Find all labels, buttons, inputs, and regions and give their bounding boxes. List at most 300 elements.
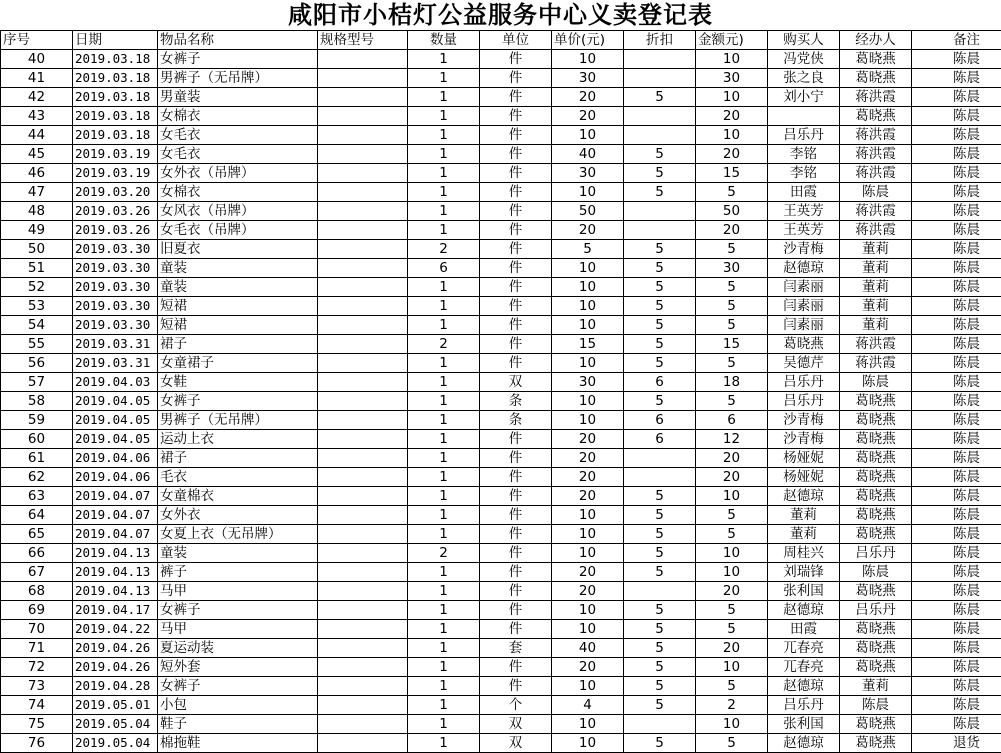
cell-date[interactable]: 2019.03.18 (73, 126, 158, 145)
cell-date[interactable]: 2019.03.18 (73, 69, 158, 88)
cell-handler[interactable]: 董莉 (840, 240, 912, 259)
cell-date[interactable]: 2019.04.17 (73, 601, 158, 620)
cell-date[interactable]: 2019.03.18 (73, 88, 158, 107)
cell-spec[interactable] (318, 468, 408, 487)
cell-item-name[interactable]: 女裤子 (158, 601, 318, 620)
cell-amount[interactable]: 18 (696, 373, 768, 392)
cell-quantity[interactable]: 1 (408, 297, 480, 316)
cell-handler[interactable]: 陈晨 (840, 183, 912, 202)
cell-amount[interactable]: 10 (696, 658, 768, 677)
cell-remarks[interactable]: 陈晨 (912, 601, 1001, 620)
cell-index[interactable]: 45 (1, 145, 73, 164)
cell-quantity[interactable]: 1 (408, 639, 480, 658)
cell-handler[interactable]: 蒋洪霞 (840, 221, 912, 240)
cell-amount[interactable]: 15 (696, 335, 768, 354)
cell-unit-price[interactable]: 10 (552, 297, 624, 316)
cell-discount[interactable]: 5 (624, 506, 696, 525)
cell-handler[interactable]: 陈晨 (840, 373, 912, 392)
cell-buyer[interactable]: 闫素丽 (768, 278, 840, 297)
cell-buyer[interactable]: 刘小宁 (768, 88, 840, 107)
cell-item-name[interactable]: 童装 (158, 278, 318, 297)
cell-date[interactable]: 2019.04.05 (73, 430, 158, 449)
cell-discount[interactable]: 5 (624, 88, 696, 107)
header-discount[interactable]: 折扣 (624, 31, 696, 50)
cell-index[interactable]: 67 (1, 563, 73, 582)
cell-unit[interactable]: 个 (480, 696, 552, 715)
header-date[interactable]: 日期 (73, 31, 158, 50)
cell-spec[interactable] (318, 487, 408, 506)
cell-unit-price[interactable]: 10 (552, 278, 624, 297)
cell-unit[interactable]: 件 (480, 88, 552, 107)
cell-quantity[interactable]: 1 (408, 221, 480, 240)
cell-item-name[interactable]: 马甲 (158, 582, 318, 601)
cell-item-name[interactable]: 鞋子 (158, 715, 318, 734)
cell-unit[interactable]: 件 (480, 240, 552, 259)
cell-spec[interactable] (318, 240, 408, 259)
cell-quantity[interactable]: 1 (408, 734, 480, 753)
cell-remarks[interactable]: 退货 (912, 734, 1001, 753)
header-index[interactable]: 序号 (1, 31, 73, 50)
cell-spec[interactable] (318, 544, 408, 563)
cell-unit-price[interactable]: 50 (552, 202, 624, 221)
cell-unit[interactable]: 件 (480, 126, 552, 145)
cell-discount[interactable]: 5 (624, 145, 696, 164)
cell-buyer[interactable]: 吕乐丹 (768, 392, 840, 411)
cell-unit-price[interactable]: 10 (552, 126, 624, 145)
cell-amount[interactable]: 20 (696, 468, 768, 487)
cell-buyer[interactable]: 兀春亮 (768, 658, 840, 677)
cell-unit-price[interactable]: 10 (552, 715, 624, 734)
cell-discount[interactable]: 5 (624, 601, 696, 620)
cell-unit-price[interactable]: 15 (552, 335, 624, 354)
cell-amount[interactable]: 5 (696, 354, 768, 373)
cell-index[interactable]: 54 (1, 316, 73, 335)
cell-discount[interactable]: 5 (624, 677, 696, 696)
cell-remarks[interactable]: 陈晨 (912, 316, 1001, 335)
cell-buyer[interactable]: 吴德芹 (768, 354, 840, 373)
cell-unit-price[interactable]: 10 (552, 183, 624, 202)
cell-item-name[interactable]: 童装 (158, 544, 318, 563)
cell-spec[interactable] (318, 373, 408, 392)
cell-discount[interactable]: 5 (624, 278, 696, 297)
cell-unit[interactable]: 件 (480, 183, 552, 202)
cell-date[interactable]: 2019.04.05 (73, 392, 158, 411)
header-unit[interactable]: 单位 (480, 31, 552, 50)
cell-handler[interactable]: 陈晨 (840, 563, 912, 582)
cell-index[interactable]: 42 (1, 88, 73, 107)
cell-unit-price[interactable]: 20 (552, 221, 624, 240)
cell-date[interactable]: 2019.03.18 (73, 107, 158, 126)
cell-discount[interactable] (624, 107, 696, 126)
cell-amount[interactable]: 5 (696, 240, 768, 259)
cell-date[interactable]: 2019.04.13 (73, 563, 158, 582)
cell-quantity[interactable]: 1 (408, 202, 480, 221)
cell-discount[interactable]: 5 (624, 525, 696, 544)
cell-handler[interactable]: 葛晓燕 (840, 411, 912, 430)
cell-unit[interactable]: 件 (480, 449, 552, 468)
cell-index[interactable]: 41 (1, 69, 73, 88)
cell-index[interactable]: 58 (1, 392, 73, 411)
cell-remarks[interactable]: 陈晨 (912, 335, 1001, 354)
cell-spec[interactable] (318, 525, 408, 544)
cell-unit[interactable]: 件 (480, 297, 552, 316)
cell-index[interactable]: 70 (1, 620, 73, 639)
cell-handler[interactable]: 董莉 (840, 259, 912, 278)
cell-spec[interactable] (318, 221, 408, 240)
cell-unit-price[interactable]: 10 (552, 259, 624, 278)
cell-amount[interactable]: 5 (696, 297, 768, 316)
cell-date[interactable]: 2019.04.07 (73, 506, 158, 525)
cell-index[interactable]: 69 (1, 601, 73, 620)
cell-unit[interactable]: 件 (480, 620, 552, 639)
cell-item-name[interactable]: 短裙 (158, 297, 318, 316)
cell-unit-price[interactable]: 5 (552, 240, 624, 259)
cell-handler[interactable]: 蒋洪霞 (840, 126, 912, 145)
cell-spec[interactable] (318, 316, 408, 335)
cell-amount[interactable]: 20 (696, 639, 768, 658)
cell-discount[interactable]: 5 (624, 297, 696, 316)
cell-item-name[interactable]: 女外衣 (158, 506, 318, 525)
cell-discount[interactable] (624, 715, 696, 734)
cell-date[interactable]: 2019.04.07 (73, 525, 158, 544)
cell-unit-price[interactable]: 20 (552, 582, 624, 601)
cell-index[interactable]: 46 (1, 164, 73, 183)
cell-remarks[interactable]: 陈晨 (912, 639, 1001, 658)
cell-remarks[interactable]: 陈晨 (912, 50, 1001, 69)
header-handler[interactable]: 经办人 (840, 31, 912, 50)
cell-discount[interactable] (624, 50, 696, 69)
cell-date[interactable]: 2019.03.31 (73, 335, 158, 354)
cell-date[interactable]: 2019.04.06 (73, 468, 158, 487)
cell-quantity[interactable]: 6 (408, 259, 480, 278)
cell-spec[interactable] (318, 278, 408, 297)
cell-item-name[interactable]: 女毛衣 (158, 145, 318, 164)
cell-unit-price[interactable]: 4 (552, 696, 624, 715)
cell-handler[interactable]: 董莉 (840, 297, 912, 316)
cell-handler[interactable]: 葛晓燕 (840, 50, 912, 69)
cell-buyer[interactable]: 闫素丽 (768, 297, 840, 316)
cell-spec[interactable] (318, 126, 408, 145)
cell-index[interactable]: 72 (1, 658, 73, 677)
cell-unit[interactable]: 件 (480, 525, 552, 544)
header-remarks[interactable]: 备注 (912, 31, 1001, 50)
cell-discount[interactable] (624, 69, 696, 88)
cell-index[interactable]: 65 (1, 525, 73, 544)
cell-unit-price[interactable]: 10 (552, 544, 624, 563)
cell-unit[interactable]: 件 (480, 601, 552, 620)
cell-amount[interactable]: 20 (696, 449, 768, 468)
cell-index[interactable]: 49 (1, 221, 73, 240)
cell-item-name[interactable]: 裤子 (158, 563, 318, 582)
cell-amount[interactable]: 10 (696, 715, 768, 734)
cell-date[interactable]: 2019.04.28 (73, 677, 158, 696)
cell-discount[interactable]: 5 (624, 563, 696, 582)
cell-amount[interactable]: 5 (696, 734, 768, 753)
cell-unit[interactable]: 件 (480, 430, 552, 449)
cell-unit-price[interactable]: 10 (552, 601, 624, 620)
cell-buyer[interactable]: 李铭 (768, 145, 840, 164)
cell-amount[interactable]: 5 (696, 506, 768, 525)
cell-buyer[interactable]: 葛晓燕 (768, 335, 840, 354)
cell-unit-price[interactable]: 20 (552, 88, 624, 107)
cell-item-name[interactable]: 女毛衣（吊牌） (158, 221, 318, 240)
cell-buyer[interactable]: 杨娅妮 (768, 468, 840, 487)
cell-index[interactable]: 57 (1, 373, 73, 392)
header-item-name[interactable]: 物品名称 (158, 31, 318, 50)
cell-item-name[interactable]: 童装 (158, 259, 318, 278)
cell-remarks[interactable]: 陈晨 (912, 620, 1001, 639)
cell-unit[interactable]: 双 (480, 734, 552, 753)
cell-date[interactable]: 2019.03.18 (73, 50, 158, 69)
cell-remarks[interactable]: 陈晨 (912, 183, 1001, 202)
cell-item-name[interactable]: 女外衣（吊牌） (158, 164, 318, 183)
cell-quantity[interactable]: 1 (408, 392, 480, 411)
cell-item-name[interactable]: 短外套 (158, 658, 318, 677)
cell-index[interactable]: 60 (1, 430, 73, 449)
cell-spec[interactable] (318, 392, 408, 411)
cell-remarks[interactable]: 陈晨 (912, 240, 1001, 259)
cell-index[interactable]: 64 (1, 506, 73, 525)
cell-amount[interactable]: 5 (696, 525, 768, 544)
cell-item-name[interactable]: 运动上衣 (158, 430, 318, 449)
cell-unit[interactable]: 双 (480, 373, 552, 392)
cell-date[interactable]: 2019.03.31 (73, 354, 158, 373)
cell-item-name[interactable]: 毛衣 (158, 468, 318, 487)
cell-quantity[interactable]: 1 (408, 563, 480, 582)
cell-unit-price[interactable]: 20 (552, 430, 624, 449)
cell-date[interactable]: 2019.03.26 (73, 221, 158, 240)
cell-unit-price[interactable]: 20 (552, 487, 624, 506)
cell-date[interactable]: 2019.03.30 (73, 240, 158, 259)
cell-unit[interactable]: 件 (480, 202, 552, 221)
cell-date[interactable]: 2019.04.13 (73, 544, 158, 563)
cell-date[interactable]: 2019.03.30 (73, 259, 158, 278)
cell-buyer[interactable]: 杨娅妮 (768, 449, 840, 468)
cell-quantity[interactable]: 1 (408, 126, 480, 145)
cell-index[interactable]: 74 (1, 696, 73, 715)
cell-amount[interactable]: 50 (696, 202, 768, 221)
cell-buyer[interactable]: 赵德琼 (768, 601, 840, 620)
cell-index[interactable]: 66 (1, 544, 73, 563)
cell-date[interactable]: 2019.03.30 (73, 316, 158, 335)
cell-quantity[interactable]: 1 (408, 373, 480, 392)
cell-handler[interactable]: 葛晓燕 (840, 582, 912, 601)
cell-amount[interactable]: 5 (696, 620, 768, 639)
cell-buyer[interactable]: 吕乐丹 (768, 373, 840, 392)
cell-item-name[interactable]: 女裤子 (158, 392, 318, 411)
cell-quantity[interactable]: 1 (408, 411, 480, 430)
header-quantity[interactable]: 数量 (408, 31, 480, 50)
cell-date[interactable]: 2019.03.30 (73, 278, 158, 297)
cell-remarks[interactable]: 陈晨 (912, 278, 1001, 297)
cell-buyer[interactable]: 赵德琼 (768, 487, 840, 506)
cell-buyer[interactable]: 张利国 (768, 715, 840, 734)
cell-handler[interactable]: 蒋洪霞 (840, 164, 912, 183)
cell-buyer[interactable]: 兀春亮 (768, 639, 840, 658)
cell-spec[interactable] (318, 145, 408, 164)
cell-quantity[interactable]: 1 (408, 715, 480, 734)
cell-quantity[interactable]: 2 (408, 240, 480, 259)
cell-handler[interactable]: 葛晓燕 (840, 468, 912, 487)
cell-index[interactable]: 59 (1, 411, 73, 430)
cell-remarks[interactable]: 陈晨 (912, 487, 1001, 506)
cell-handler[interactable]: 葛晓燕 (840, 525, 912, 544)
cell-spec[interactable] (318, 563, 408, 582)
cell-date[interactable]: 2019.04.22 (73, 620, 158, 639)
cell-amount[interactable]: 5 (696, 316, 768, 335)
cell-date[interactable]: 2019.04.13 (73, 582, 158, 601)
cell-date[interactable]: 2019.05.04 (73, 715, 158, 734)
cell-spec[interactable] (318, 696, 408, 715)
cell-spec[interactable] (318, 202, 408, 221)
cell-date[interactable]: 2019.04.03 (73, 373, 158, 392)
cell-date[interactable]: 2019.04.26 (73, 658, 158, 677)
cell-date[interactable]: 2019.03.20 (73, 183, 158, 202)
cell-amount[interactable]: 10 (696, 487, 768, 506)
cell-handler[interactable]: 葛晓燕 (840, 449, 912, 468)
cell-handler[interactable]: 蒋洪霞 (840, 335, 912, 354)
cell-unit[interactable]: 套 (480, 639, 552, 658)
cell-discount[interactable]: 5 (624, 183, 696, 202)
cell-remarks[interactable]: 陈晨 (912, 449, 1001, 468)
cell-handler[interactable]: 葛晓燕 (840, 506, 912, 525)
cell-index[interactable]: 48 (1, 202, 73, 221)
cell-item-name[interactable]: 女夏上衣（无吊牌） (158, 525, 318, 544)
cell-spec[interactable] (318, 69, 408, 88)
cell-remarks[interactable]: 陈晨 (912, 715, 1001, 734)
cell-discount[interactable]: 5 (624, 620, 696, 639)
cell-unit-price[interactable]: 10 (552, 354, 624, 373)
cell-spec[interactable] (318, 734, 408, 753)
cell-spec[interactable] (318, 164, 408, 183)
header-amount[interactable]: 金额元) (696, 31, 768, 50)
cell-spec[interactable] (318, 335, 408, 354)
cell-discount[interactable]: 5 (624, 658, 696, 677)
cell-spec[interactable] (318, 601, 408, 620)
cell-discount[interactable]: 6 (624, 411, 696, 430)
cell-buyer[interactable]: 田霞 (768, 620, 840, 639)
cell-index[interactable]: 76 (1, 734, 73, 753)
cell-buyer[interactable]: 赵德琼 (768, 677, 840, 696)
cell-quantity[interactable]: 2 (408, 544, 480, 563)
cell-quantity[interactable]: 1 (408, 525, 480, 544)
cell-unit-price[interactable]: 40 (552, 145, 624, 164)
cell-unit[interactable]: 件 (480, 107, 552, 126)
cell-unit[interactable]: 件 (480, 677, 552, 696)
cell-spec[interactable] (318, 582, 408, 601)
cell-buyer[interactable]: 周桂兴 (768, 544, 840, 563)
cell-quantity[interactable]: 2 (408, 335, 480, 354)
cell-unit[interactable]: 件 (480, 278, 552, 297)
cell-spec[interactable] (318, 677, 408, 696)
cell-handler[interactable]: 吕乐丹 (840, 601, 912, 620)
cell-quantity[interactable]: 1 (408, 69, 480, 88)
cell-item-name[interactable]: 男童装 (158, 88, 318, 107)
cell-item-name[interactable]: 女棉衣 (158, 107, 318, 126)
cell-unit[interactable]: 件 (480, 582, 552, 601)
cell-item-name[interactable]: 旧夏衣 (158, 240, 318, 259)
cell-remarks[interactable]: 陈晨 (912, 677, 1001, 696)
cell-date[interactable]: 2019.04.07 (73, 487, 158, 506)
cell-quantity[interactable]: 1 (408, 316, 480, 335)
cell-unit-price[interactable]: 10 (552, 506, 624, 525)
cell-amount[interactable]: 10 (696, 126, 768, 145)
cell-index[interactable]: 44 (1, 126, 73, 145)
header-unit-price[interactable]: 单价(元) (552, 31, 624, 50)
cell-buyer[interactable]: 沙青梅 (768, 240, 840, 259)
cell-spec[interactable] (318, 430, 408, 449)
cell-buyer[interactable]: 刘瑞锋 (768, 563, 840, 582)
cell-handler[interactable]: 葛晓燕 (840, 430, 912, 449)
cell-discount[interactable]: 5 (624, 354, 696, 373)
cell-date[interactable]: 2019.04.05 (73, 411, 158, 430)
cell-discount[interactable]: 5 (624, 544, 696, 563)
cell-discount[interactable]: 5 (624, 316, 696, 335)
cell-remarks[interactable]: 陈晨 (912, 354, 1001, 373)
cell-spec[interactable] (318, 183, 408, 202)
cell-buyer[interactable]: 沙青梅 (768, 411, 840, 430)
cell-unit[interactable]: 件 (480, 69, 552, 88)
cell-remarks[interactable]: 陈晨 (912, 544, 1001, 563)
cell-discount[interactable] (624, 202, 696, 221)
cell-remarks[interactable]: 陈晨 (912, 525, 1001, 544)
cell-unit-price[interactable]: 20 (552, 468, 624, 487)
cell-index[interactable]: 53 (1, 297, 73, 316)
cell-index[interactable]: 75 (1, 715, 73, 734)
cell-index[interactable]: 55 (1, 335, 73, 354)
cell-remarks[interactable]: 陈晨 (912, 392, 1001, 411)
cell-discount[interactable]: 5 (624, 734, 696, 753)
cell-handler[interactable]: 葛晓燕 (840, 620, 912, 639)
cell-remarks[interactable]: 陈晨 (912, 145, 1001, 164)
cell-quantity[interactable]: 1 (408, 658, 480, 677)
cell-unit-price[interactable]: 30 (552, 373, 624, 392)
cell-unit[interactable]: 件 (480, 468, 552, 487)
cell-unit-price[interactable]: 10 (552, 677, 624, 696)
cell-index[interactable]: 62 (1, 468, 73, 487)
cell-item-name[interactable]: 棉拖鞋 (158, 734, 318, 753)
header-spec[interactable]: 规格型号 (318, 31, 408, 50)
cell-quantity[interactable]: 1 (408, 145, 480, 164)
cell-buyer[interactable]: 董莉 (768, 506, 840, 525)
cell-amount[interactable]: 10 (696, 544, 768, 563)
cell-unit[interactable]: 件 (480, 259, 552, 278)
cell-remarks[interactable]: 陈晨 (912, 373, 1001, 392)
cell-handler[interactable]: 董莉 (840, 316, 912, 335)
cell-amount[interactable]: 20 (696, 107, 768, 126)
cell-amount[interactable]: 30 (696, 69, 768, 88)
cell-unit-price[interactable]: 20 (552, 107, 624, 126)
cell-unit-price[interactable]: 10 (552, 734, 624, 753)
cell-remarks[interactable]: 陈晨 (912, 164, 1001, 183)
cell-spec[interactable] (318, 88, 408, 107)
cell-date[interactable]: 2019.04.06 (73, 449, 158, 468)
cell-unit-price[interactable]: 10 (552, 316, 624, 335)
cell-date[interactable]: 2019.05.01 (73, 696, 158, 715)
cell-index[interactable]: 63 (1, 487, 73, 506)
cell-item-name[interactable]: 夏运动装 (158, 639, 318, 658)
cell-discount[interactable]: 6 (624, 430, 696, 449)
cell-unit-price[interactable]: 10 (552, 392, 624, 411)
cell-amount[interactable]: 2 (696, 696, 768, 715)
cell-date[interactable]: 2019.03.30 (73, 297, 158, 316)
cell-buyer[interactable]: 李铭 (768, 164, 840, 183)
cell-discount[interactable]: 5 (624, 164, 696, 183)
cell-unit[interactable]: 件 (480, 164, 552, 183)
cell-discount[interactable]: 5 (624, 240, 696, 259)
cell-unit-price[interactable]: 30 (552, 164, 624, 183)
cell-amount[interactable]: 15 (696, 164, 768, 183)
